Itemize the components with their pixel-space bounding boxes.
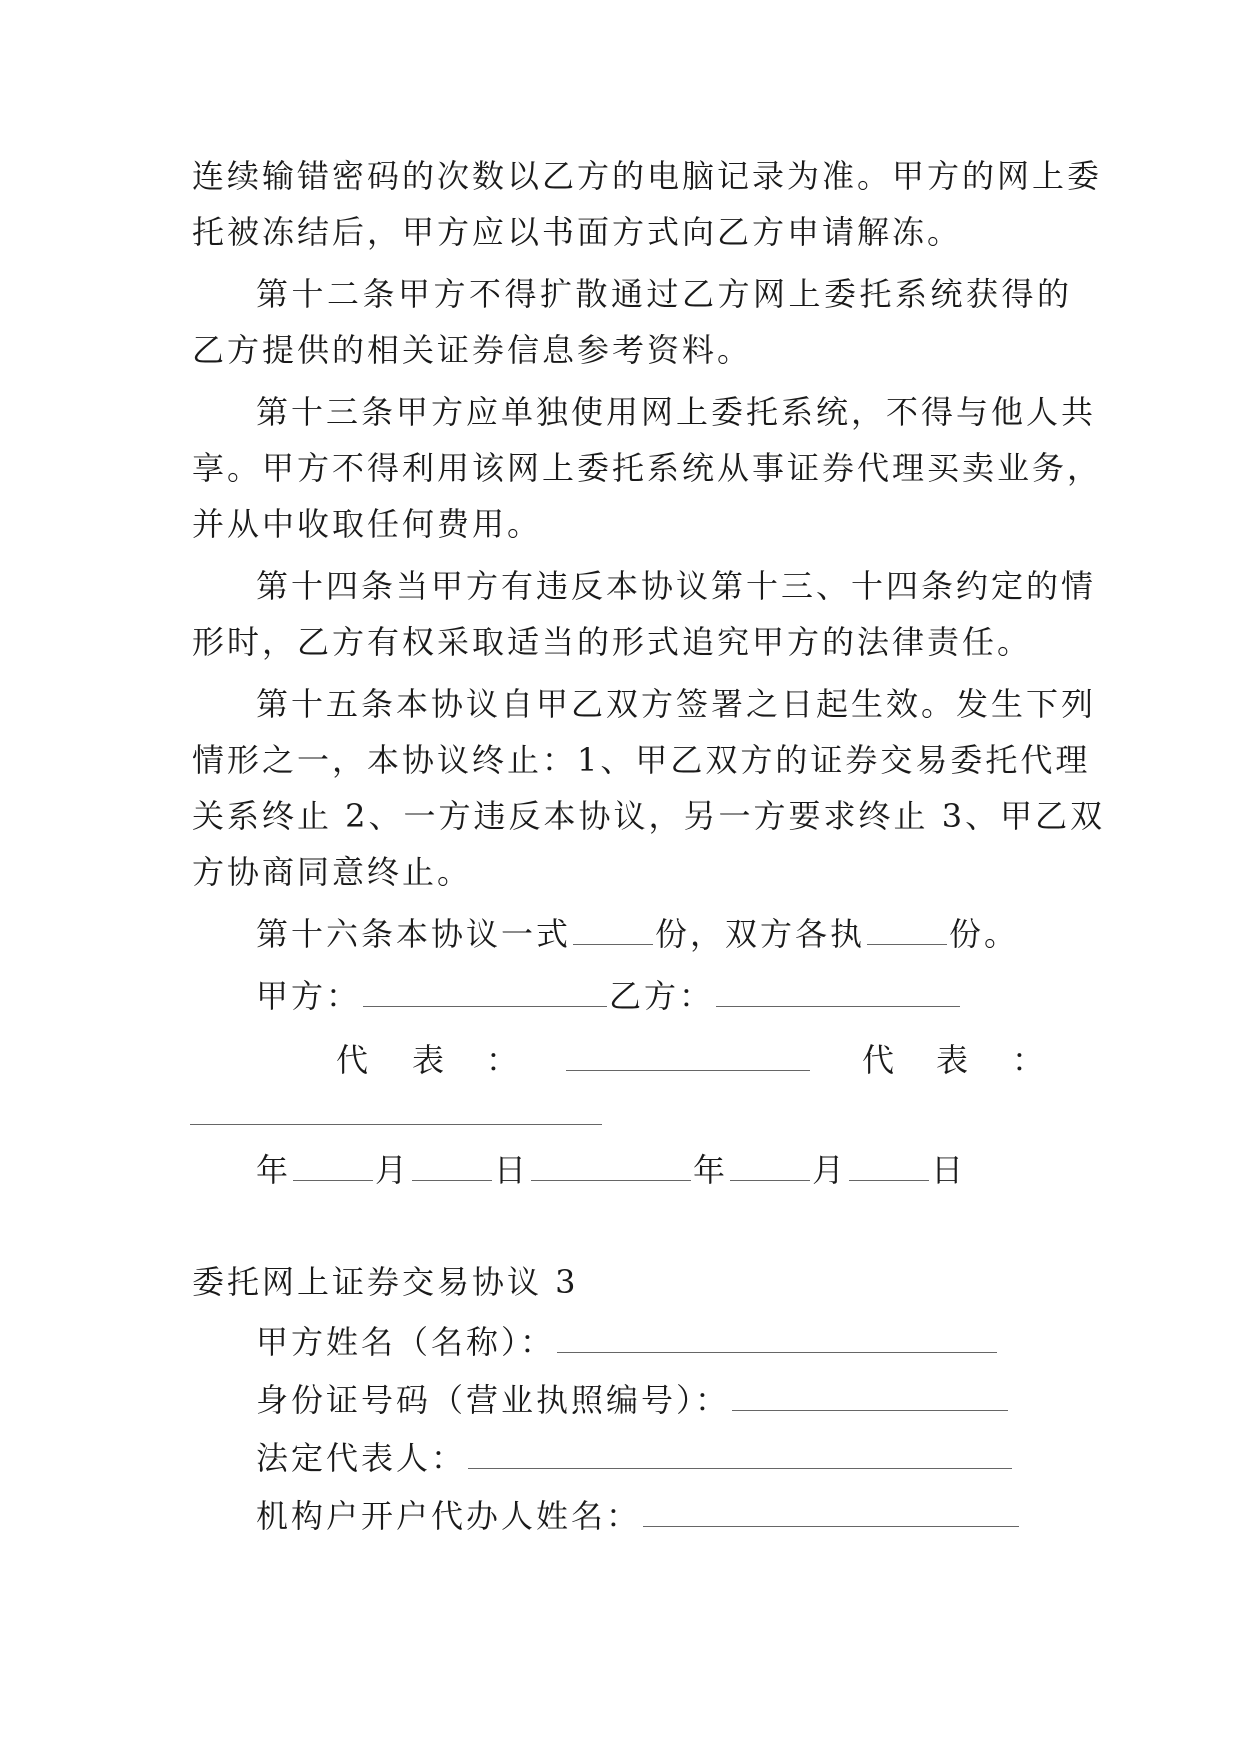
article-12-line: 乙方提供的相关证券信息参考资料。 [192,331,753,369]
rep-b-char: 表 [936,1041,969,1079]
id-field-label: 身份证号码（营业执照编号）： [256,1381,731,1419]
agent-field-line [256,1496,1136,1536]
day-label: 日 [931,1151,967,1189]
article-15-line: 关系终止 2、一方违反本协议，另一方要求终止 3、甲乙双 [192,797,1106,835]
parties-line [256,976,1136,1016]
article-13-line: 第十三条甲方应单独使用网上委托系统，不得与他人共 [256,393,1097,431]
rep-a-char: 代 [336,1041,369,1079]
rep-b-colon: ： [1012,1041,1045,1079]
article-16-text: 份，双方各执 [655,915,866,953]
article-15-line: 方协商同意终止。 [192,853,473,891]
article-12-line: 第十二条甲方不得扩散通过乙方网上委托系统获得的 [256,275,1072,313]
party-a-label: 甲方： [256,977,362,1015]
month-label: 月 [375,1151,411,1189]
article-15-line: 第十五条本协议自甲乙双方签署之日起生效。发生下列 [256,685,1097,723]
section-title: 委托网上证券交易协议 3 [192,1263,579,1301]
year-label: 年 [693,1151,729,1189]
article-14-line: 形时，乙方有权采取适当的形式追究甲方的法律责任。 [192,623,1033,661]
id-field-blank[interactable] [732,1382,1008,1411]
article-16-text: 第十六条本协议一式 [256,915,572,953]
copies-each-blank[interactable] [867,916,947,945]
legal-rep-field-line [256,1438,1136,1478]
article-13-line: 享。甲方不得利用该网上委托系统从事证券代理买卖业务， [192,449,1103,487]
id-field-line [256,1380,1136,1420]
party-b-label: 乙方： [609,977,715,1015]
party-b-blank[interactable] [716,978,960,1007]
article-15-line: 情形之一，本协议终止：1、甲乙双方的证券交易委托代理 [192,741,1091,779]
month-blank-b[interactable] [730,1152,810,1181]
date-line [256,1150,1136,1190]
year-label: 年 [256,1151,292,1189]
rep-a-char: 表 [412,1041,445,1079]
name-field-blank[interactable] [557,1324,997,1353]
legal-rep-field-blank[interactable] [468,1440,1012,1469]
agent-field-label: 机构户开户代办人姓名： [256,1497,642,1535]
rep-a-blank[interactable] [566,1040,810,1071]
copies-total-blank[interactable] [573,916,653,945]
party-a-blank[interactable] [363,978,607,1007]
paragraph-line: 连续输错密码的次数以乙方的电脑记录为准。甲方的网上委 [192,157,1103,195]
name-field-line [256,1322,1136,1362]
year-blank-b[interactable] [531,1152,691,1181]
article-13-line: 并从中收取任何费用。 [192,505,543,543]
agent-field-blank[interactable] [643,1498,1019,1527]
day-blank-a[interactable] [412,1152,492,1181]
article-16-text: 份。 [949,915,1020,953]
rep-a-colon: ： [486,1041,519,1079]
name-field-label: 甲方姓名（名称）： [256,1323,556,1361]
rep-b-blank[interactable] [190,1124,602,1125]
day-label: 日 [494,1151,530,1189]
paragraph-line: 托被冻结后，甲方应以书面方式向乙方申请解冻。 [192,213,963,251]
day-blank-b[interactable] [849,1152,929,1181]
article-16-line [256,914,1136,954]
rep-b-char: 代 [862,1041,895,1079]
legal-rep-field-label: 法定代表人： [256,1439,467,1477]
month-blank-a[interactable] [293,1152,373,1181]
article-14-line: 第十四条当甲方有违反本协议第十三、十四条约定的情 [256,567,1097,605]
month-label: 月 [812,1151,848,1189]
